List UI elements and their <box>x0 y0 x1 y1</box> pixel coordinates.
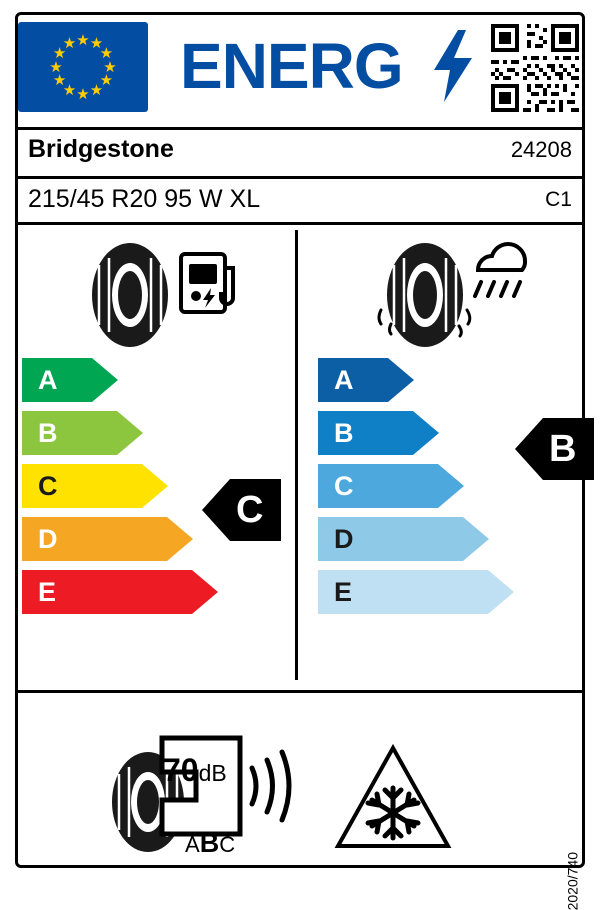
wet-grade-b <box>318 411 514 455</box>
eu-star: ★ <box>76 31 90 49</box>
wet-grade-letter: A <box>334 364 354 395</box>
tyre-size: 215/45 R20 95 W XL <box>28 185 261 213</box>
snowflake-mountain-icon <box>338 748 448 846</box>
fuel-grade-a <box>22 358 218 402</box>
wet-grade-scale <box>318 358 514 623</box>
noise-class-scale <box>185 828 235 859</box>
fuel-grade-e <box>22 570 218 614</box>
brand-name: Bridgestone <box>28 135 174 163</box>
fuel-grade-letter: A <box>38 364 58 395</box>
tyre-icon <box>387 243 463 347</box>
wet-grade-letter: E <box>334 576 353 607</box>
noise-class-b: B <box>199 828 220 858</box>
wet-grade-c <box>318 464 514 508</box>
fuel-result-badge <box>202 479 281 541</box>
eu-star: ★ <box>49 58 63 76</box>
eu-star: ★ <box>99 45 114 62</box>
tyre-class: C1 <box>545 188 572 211</box>
sound-waves-icon <box>252 752 289 820</box>
lightning-bolt-icon <box>432 30 474 102</box>
wet-grade-a <box>318 358 514 402</box>
tyre-icon <box>92 243 168 347</box>
noise-value: 70dB <box>163 752 227 788</box>
divider-lower <box>18 690 582 693</box>
eu-star: ★ <box>89 35 104 53</box>
fuel-result-letter: C <box>236 488 264 531</box>
noise-class-c: C <box>219 832 236 857</box>
eu-star: ★ <box>76 85 90 103</box>
eu-star: ★ <box>62 35 77 53</box>
fuel-grade-scale <box>22 358 218 623</box>
divider-size <box>18 222 582 225</box>
fuel-efficiency-pictogram <box>85 240 235 355</box>
wet-grade-letter: D <box>334 523 354 554</box>
eu-star: ★ <box>103 58 117 76</box>
eu-flag-icon <box>18 22 148 112</box>
wet-grip-pictogram <box>375 240 530 355</box>
fuel-grade-letter: D <box>38 523 58 554</box>
wet-grade-letter: C <box>334 470 354 501</box>
date-code: 2020/740 <box>564 852 580 910</box>
rain-cloud-icon <box>475 244 525 296</box>
snow-grip-pictogram <box>330 742 460 862</box>
eu-star: ★ <box>89 81 104 99</box>
wet-result-letter: B <box>549 427 577 470</box>
eu-star: ★ <box>62 81 77 99</box>
noise-unit: dB <box>198 760 227 786</box>
fuel-grade-letter: E <box>38 576 57 607</box>
wet-grade-d <box>318 517 514 561</box>
divider-vertical <box>295 230 298 680</box>
fuel-grade-letter: B <box>38 417 58 448</box>
noise-class-a: A <box>185 832 200 857</box>
wet-result-badge <box>515 418 594 480</box>
wet-grade-e <box>318 570 514 614</box>
fuel-grade-letter: C <box>38 470 58 501</box>
fuel-grade-b <box>22 411 218 455</box>
wet-grade-letter: B <box>334 417 354 448</box>
qr-code-icon <box>490 24 580 112</box>
fuel-grade-d <box>22 517 218 561</box>
divider-brand <box>18 176 582 179</box>
eu-star: ★ <box>52 45 67 62</box>
divider-header <box>18 127 582 130</box>
eu-star: ★ <box>52 72 67 89</box>
fuel-grade-c <box>22 464 218 508</box>
page-title: ENERG <box>180 30 403 102</box>
eu-star: ★ <box>99 72 114 89</box>
fuel-pump-icon <box>181 254 233 312</box>
label-code: 24208 <box>510 137 572 162</box>
